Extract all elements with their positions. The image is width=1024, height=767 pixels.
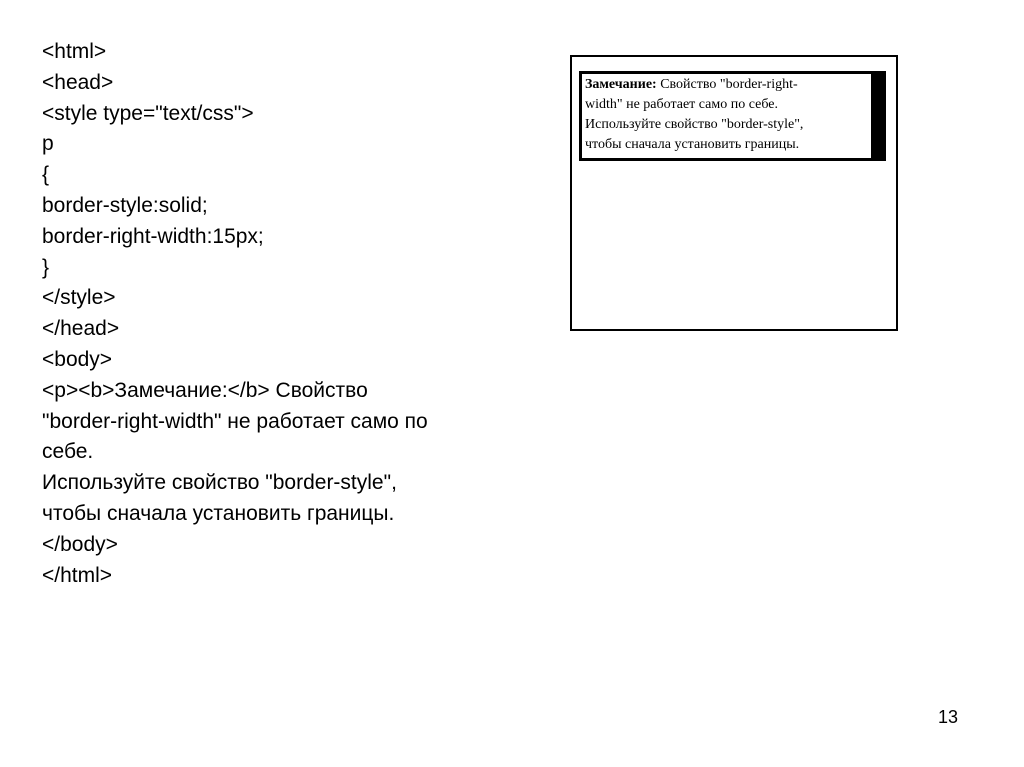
note-text-line-4: чтобы сначала установить границы.: [585, 137, 800, 152]
code-line: </style>: [42, 286, 116, 310]
note-text-line-2: width" не работает само по себе.: [585, 97, 778, 112]
code-line: </body>: [42, 532, 118, 556]
code-line: чтобы сначала установить границы.: [42, 501, 395, 525]
rendered-paragraph: [579, 71, 886, 161]
code-line: <p><b>Замечание:</b> Свойство: [42, 378, 368, 402]
code-listing: [42, 37, 542, 591]
code-line: Используйте свойство "border-style",: [42, 471, 397, 495]
browser-preview-frame: [570, 55, 898, 331]
code-line: </head>: [42, 317, 120, 341]
code-line: <body>: [42, 347, 113, 371]
code-line: <html>: [42, 40, 107, 63]
code-line: {: [42, 163, 50, 187]
code-line: <style type="text/css">: [42, 101, 254, 125]
code-line: border-right-width:15px;: [42, 224, 264, 248]
note-text-line-1: Свойство "border-right-: [656, 77, 798, 92]
code-line: p: [42, 132, 54, 156]
code-line: </html>: [42, 563, 113, 587]
code-line: }: [42, 255, 50, 279]
code-line: себе.: [42, 440, 94, 464]
note-label: Замечание:: [585, 77, 657, 92]
code-line: <head>: [42, 70, 114, 94]
code-line: border-style:solid;: [42, 193, 208, 217]
code-line: "border-right-width" не работает само по: [42, 409, 428, 433]
page-number: 13: [938, 707, 959, 727]
note-text-line-3: Используйте свойство "border-style",: [585, 117, 804, 132]
